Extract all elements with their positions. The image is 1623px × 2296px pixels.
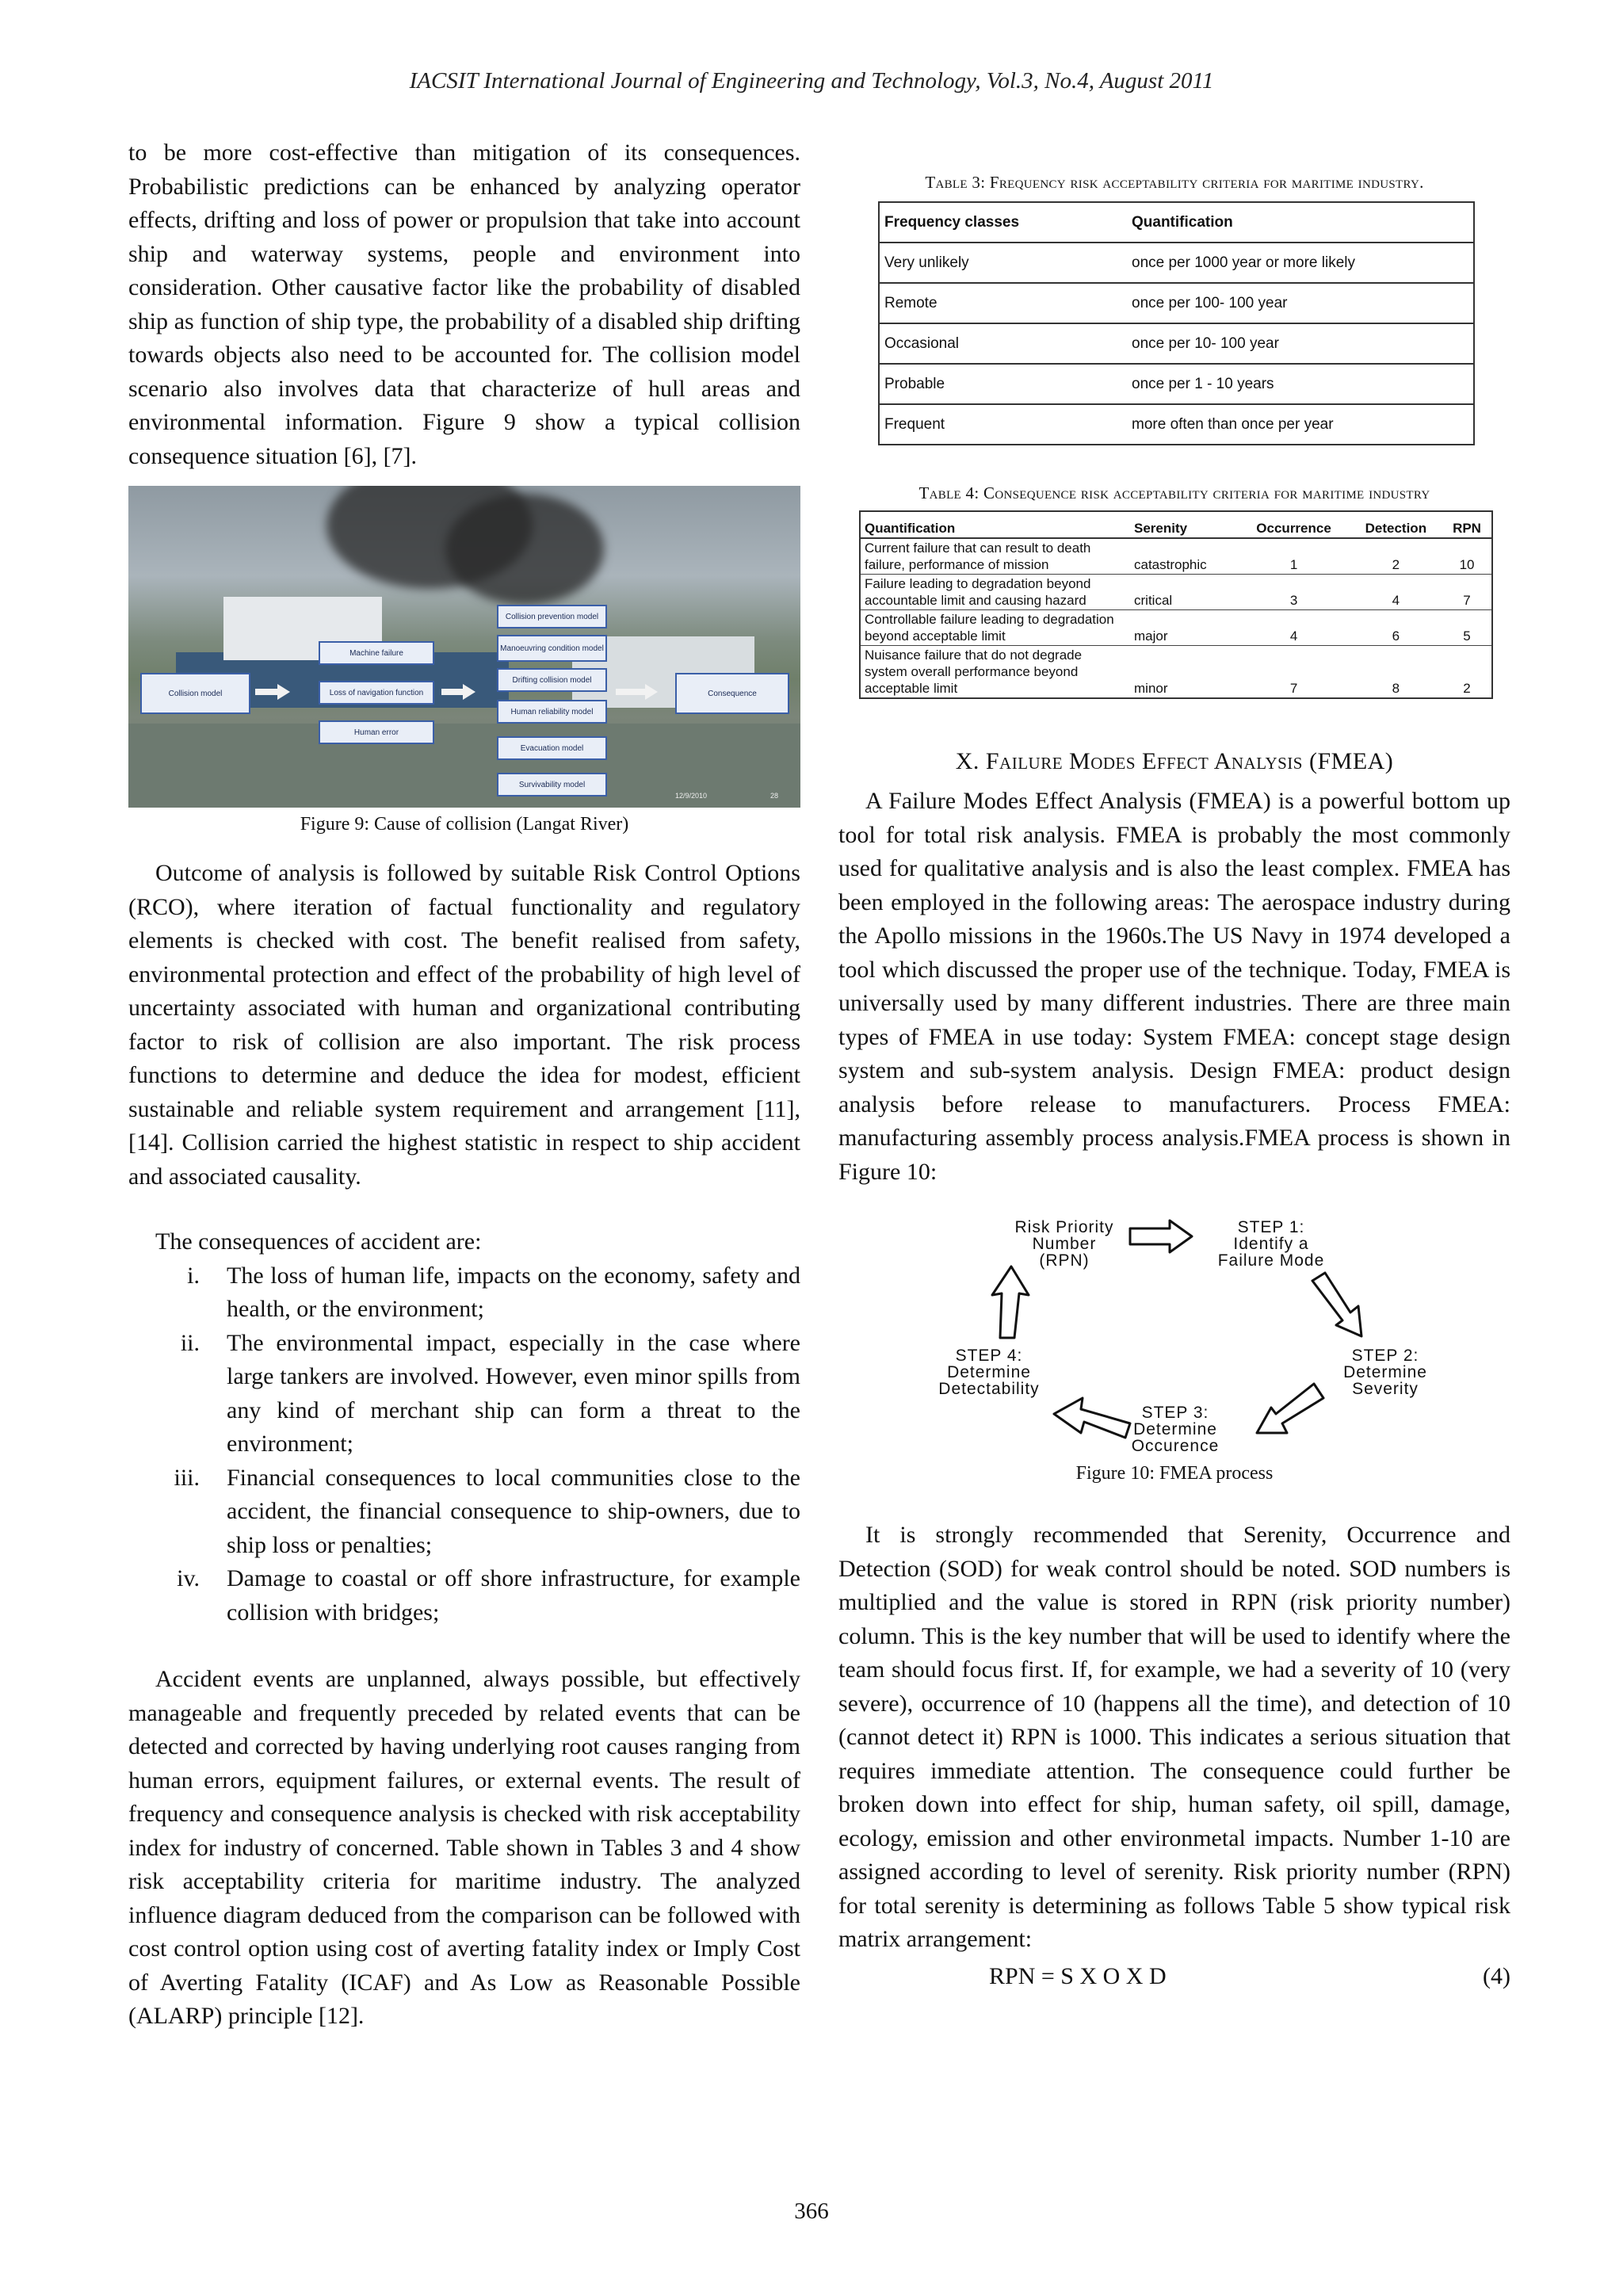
table-cell: catastrophic bbox=[1130, 538, 1238, 575]
arrow-step1-to-step2-icon bbox=[1312, 1273, 1361, 1336]
list-number: i. bbox=[187, 1262, 200, 1289]
table-cell: 2 bbox=[1350, 538, 1442, 575]
equation-4 bbox=[838, 1963, 1510, 1990]
table-header-row bbox=[860, 511, 1492, 538]
list-text: Damage to coastal or off shore infrastructure, for example collision with bridges; bbox=[227, 1565, 800, 1626]
list-number: iv. bbox=[177, 1565, 200, 1591]
table-cell: 6 bbox=[1350, 610, 1442, 646]
rpn-line: (RPN) bbox=[1039, 1251, 1090, 1270]
table-cell: once per 1 - 10 years bbox=[1127, 364, 1474, 404]
human-error-box: Human error bbox=[319, 720, 434, 744]
table-cell: 8 bbox=[1350, 646, 1442, 699]
table-row bbox=[860, 538, 1492, 575]
table-header-cell: Quantification bbox=[860, 511, 1130, 538]
loss-navigation-box: Loss of navigation function bbox=[319, 681, 434, 705]
list-text: Financial consequences to local communities close to the accident, the financial consequence to ship-owners, due to ship loss or penalties; bbox=[227, 1464, 800, 1558]
figure-10-fmea-diagram bbox=[838, 1211, 1510, 1457]
page-number: 366 bbox=[794, 2199, 829, 2224]
table-cell: 5 bbox=[1442, 610, 1492, 646]
table-cell: 3 bbox=[1238, 575, 1349, 610]
arrow bbox=[255, 689, 279, 695]
table-cell: 4 bbox=[1350, 575, 1442, 610]
step-line: Determine bbox=[1133, 1420, 1217, 1438]
table-header-cell: Frequency classes bbox=[879, 202, 1127, 243]
table-cell: major bbox=[1130, 610, 1238, 646]
list-item bbox=[128, 1562, 800, 1629]
collision-prevention-box: Collision prevention model bbox=[497, 605, 607, 628]
table-row bbox=[879, 283, 1474, 323]
list-number: ii. bbox=[180, 1329, 200, 1356]
smoke bbox=[445, 494, 604, 605]
list-text: The environmental impact, especially in the case where large tankers are involved. However, even minor spills from any kind of merchant ship can form a threat to the environment; bbox=[227, 1329, 800, 1457]
consequence-list bbox=[128, 1259, 800, 1630]
rpn-line: Number bbox=[1032, 1235, 1097, 1253]
arrow bbox=[277, 684, 290, 700]
table-cell: 10 bbox=[1442, 538, 1492, 575]
left-column bbox=[128, 136, 800, 2034]
list-intro: The consequences of accident are: bbox=[155, 1228, 482, 1255]
rpn-line: Risk Priority bbox=[1014, 1218, 1114, 1236]
table-cell: once per 1000 year or more likely bbox=[1127, 243, 1474, 283]
figure-9-caption: Figure 9: Cause of collision (Langat River) bbox=[300, 814, 629, 835]
arrow bbox=[441, 689, 465, 695]
step-1-label bbox=[1208, 1219, 1335, 1269]
table-cell: more often than once per year bbox=[1127, 404, 1474, 445]
step-line: Determine bbox=[947, 1363, 1031, 1381]
consequence-box: Consequence bbox=[675, 673, 789, 714]
table-row bbox=[860, 575, 1492, 610]
running-head: IACSIT International Journal of Engineering and Technology, Vol.3, No.4, August 2011 bbox=[409, 68, 1214, 94]
table-cell: Remote bbox=[879, 283, 1127, 323]
machine-failure-box: Machine failure bbox=[319, 641, 434, 665]
table-header-cell: Quantification bbox=[1127, 202, 1474, 243]
collision-model-box: Collision model bbox=[140, 673, 250, 714]
step-2-label bbox=[1322, 1347, 1449, 1397]
list-item bbox=[128, 1327, 800, 1461]
human-reliability-box: Human reliability model bbox=[497, 700, 607, 724]
paragraph: Accident events are unplanned, always possible, but effectively manageable and frequently preceded by related events that can be detected and corrected by having underlying root causes ranging from human errors, equipment failures, or external events. The result of frequency and consequence analysis is checked with risk acceptability index for industry of concerned. Table shown in Tables 3 and 4 show risk acceptability criteria for maritime industry. The analyzed influence diagram deduced from the comparison can be followed with cost control option using cost of averting fatality index or Imply Cost of Averting Fatality (ICAF) and As Low as Reasonable Possible (ALARP) principle [12]. bbox=[128, 1666, 800, 2029]
paragraph: Outcome of analysis is followed by suitable Risk Control Options (RCO), where iteration of factual functionality and regulatory elements is checked with cost. The benefit realised from safety, environmental protection and effect of the probability of high level of uncertainty associated with human and organizational contributing factor to risk of collision are also important. The risk process functions to determine and deduce the idea for modest, efficient sustainable and reliable system requirement and arrangement [11], [14]. Collision carried the highest statistic in respect to ship accident and associated causality. bbox=[128, 860, 800, 1190]
drifting-box: Drifting collision model bbox=[497, 668, 607, 692]
table-cell: Current failure that can result to death failure, performance of mission bbox=[860, 538, 1130, 575]
table-header-cell: RPN bbox=[1442, 511, 1492, 538]
table-cell: critical bbox=[1130, 575, 1238, 610]
table-row bbox=[879, 404, 1474, 445]
manoeuvring-box: Manoeuvring condition model bbox=[497, 635, 607, 662]
step-line: Identify a bbox=[1233, 1235, 1309, 1253]
table-header-row bbox=[879, 202, 1474, 243]
paragraph: It is strongly recommended that Serenity, Occurrence and Detection (SOD) for weak control should be noted. SOD numbers is multiplied and the value is stored in RPN (risk priority number) column. This is the key number that will be used to identify where the team should focus first. If, for example, we had a severity of 10 (very severe), occurrence of 10 (happens all the time), and detection of 10 (cannot detect it) RPN is 1000. This indicates a serious situation that requires immediate attention. The consequence could further be broken down into effect for ship, human safety, oil spill, damage, ecology, emission and other environmetal impacts. Number 1-10 are assigned according to level of serenity. Risk priority number (RPN) for total serenity is determining as follows Table 5 show typical risk matrix arrangement: bbox=[838, 1522, 1510, 1952]
table-cell: 7 bbox=[1442, 575, 1492, 610]
arrow bbox=[463, 684, 475, 700]
table-cell: minor bbox=[1130, 646, 1238, 699]
section-title: X. Failure Modes Effect Analysis (FMEA) bbox=[955, 748, 1394, 774]
table-row bbox=[879, 364, 1474, 404]
table-3-caption: Table 3: Frequency risk acceptability criteria for maritime industry. bbox=[925, 173, 1424, 192]
table-header-cell: Detection bbox=[1350, 511, 1442, 538]
table-header-cell: Serenity bbox=[1130, 511, 1238, 538]
step-3-label bbox=[1108, 1404, 1243, 1454]
table-row bbox=[879, 243, 1474, 283]
arrow bbox=[616, 689, 647, 695]
table-row bbox=[860, 610, 1492, 646]
step-line: Occurence bbox=[1131, 1437, 1220, 1455]
arrow bbox=[645, 684, 658, 700]
photo-date-stamp: 12/9/2010 bbox=[675, 792, 708, 800]
step-line: STEP 3: bbox=[1141, 1404, 1209, 1422]
step-line: Failure Mode bbox=[1217, 1251, 1325, 1270]
list-item bbox=[128, 1259, 800, 1327]
step-line: STEP 2: bbox=[1351, 1347, 1419, 1365]
list-item bbox=[128, 1461, 800, 1563]
table-cell: 7 bbox=[1238, 646, 1349, 699]
equation-number: (4) bbox=[1483, 1962, 1510, 1989]
photo-number-stamp: 28 bbox=[770, 792, 779, 800]
table-cell: Very unlikely bbox=[879, 243, 1127, 283]
table-cell: Failure leading to degradation beyond accountable limit and causing hazard bbox=[860, 575, 1130, 610]
table-row bbox=[879, 323, 1474, 364]
arrow-step4-to-rpn-icon bbox=[992, 1266, 1029, 1338]
table-4-caption: Table 4: Consequence risk acceptability criteria for maritime industry bbox=[918, 483, 1430, 502]
table-cell: Probable bbox=[879, 364, 1127, 404]
equation-expression: RPN = S X O X D bbox=[989, 1962, 1167, 1989]
step-line: Determine bbox=[1343, 1363, 1427, 1381]
arrow-rpn-to-step1-icon bbox=[1130, 1221, 1192, 1252]
table-cell: Controllable failure leading to degradation beyond acceptable limit bbox=[860, 610, 1130, 646]
table-cell: once per 10- 100 year bbox=[1127, 323, 1474, 364]
step-line: STEP 1: bbox=[1237, 1218, 1305, 1236]
list-text: The loss of human life, impacts on the economy, safety and health, or the environment; bbox=[227, 1262, 800, 1322]
rpn-label bbox=[1005, 1219, 1124, 1269]
step-line: Detectability bbox=[938, 1380, 1040, 1398]
table-row bbox=[860, 646, 1492, 699]
step-line: STEP 4: bbox=[955, 1347, 1023, 1365]
table-header-cell: Occurrence bbox=[1238, 511, 1349, 538]
table-cell: 1 bbox=[1238, 538, 1349, 575]
figure-10-caption: Figure 10: FMEA process bbox=[1075, 1463, 1274, 1484]
table-4 bbox=[859, 510, 1493, 699]
step-4-label bbox=[918, 1347, 1060, 1397]
table-cell: 2 bbox=[1442, 646, 1492, 699]
evacuation-box: Evacuation model bbox=[497, 736, 607, 760]
figure-9-photo bbox=[128, 486, 800, 808]
right-column bbox=[838, 136, 1510, 1990]
list-number: iii. bbox=[174, 1464, 200, 1491]
table-cell: Frequent bbox=[879, 404, 1127, 445]
table-3 bbox=[878, 201, 1475, 445]
paragraph: A Failure Modes Effect Analysis (FMEA) is a powerful bottom up tool for total risk analysis. FMEA is probably the most commonly used for qualitative analysis and is also the least complex. FMEA has been employed in the following areas: The aerospace industry during the Apollo missions in the 1960s.The US Navy in 1974 developed a tool which discussed the proper use of the technique. Today, FMEA is universally used by many different industries. There are three main types of FMEA in use today: System FMEA: concept stage design system and sub-system analysis. Design FMEA: product design analysis before release to manufacturers. Process FMEA: manufacturing assembly process analysis.FMEA process is shown in Figure 10: bbox=[838, 788, 1510, 1185]
survivability-box: Survivability model bbox=[497, 773, 607, 797]
table-cell: once per 100- 100 year bbox=[1127, 283, 1474, 323]
table-cell: Nuisance failure that do not degrade system overall performance beyond acceptable limit bbox=[860, 646, 1130, 699]
table-cell: Occasional bbox=[879, 323, 1127, 364]
table-cell: 4 bbox=[1238, 610, 1349, 646]
arrow-step2-to-step3-icon bbox=[1257, 1384, 1323, 1433]
paragraph: to be more cost-effective than mitigation of its consequences. Probabilistic predictions can be enhanced by analyzing operator effects, drifting and loss of power or propulsion that take into account ship and waterway systems, people and environment into consideration. Other causative factor like the probability of disabled ship as function of ship type, the probability of a disabled ship drifting towards objects also need to be accounted for. The collision model scenario also involves data that characterize of hull areas and environmental information. Figure 9 show a typical collision consequence situation [6], [7]. bbox=[128, 139, 800, 469]
step-line: Severity bbox=[1352, 1380, 1419, 1398]
